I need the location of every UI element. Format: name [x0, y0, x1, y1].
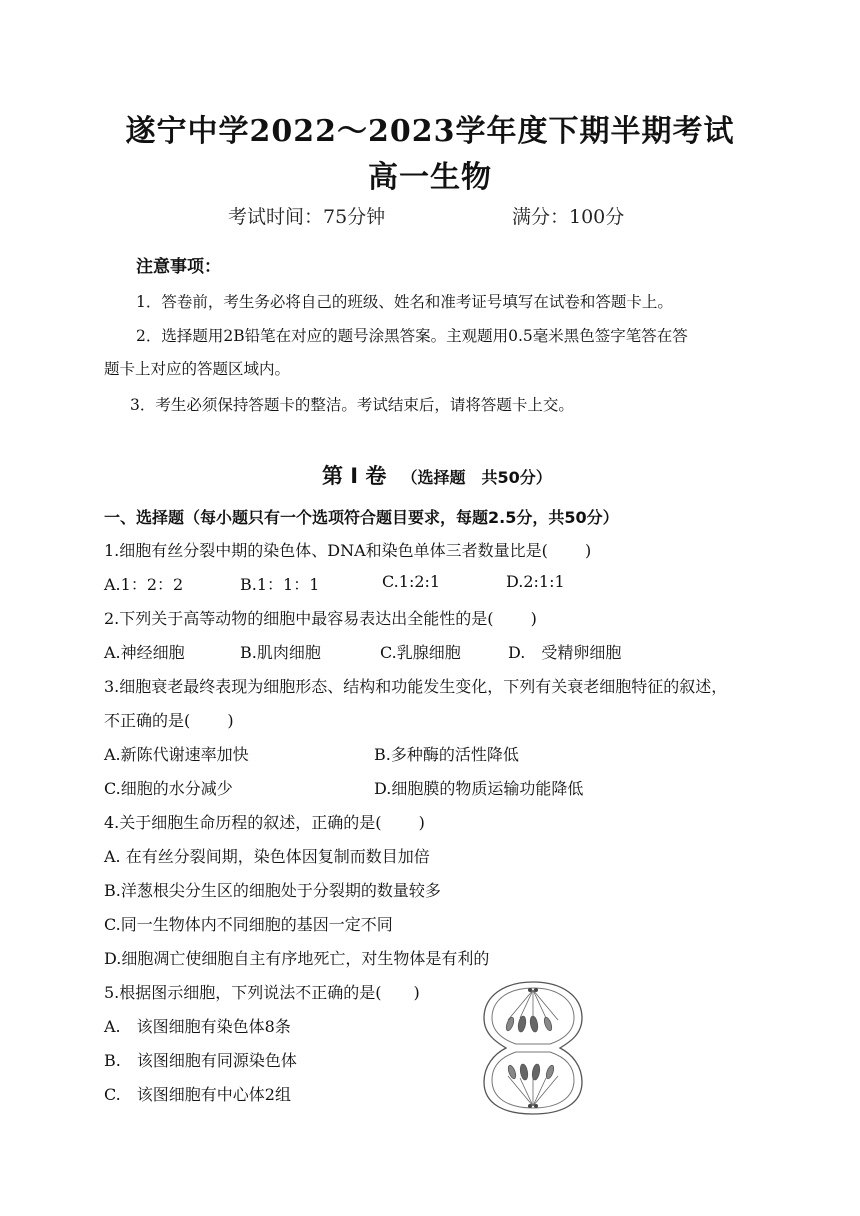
notice-item-3: 3．考生必须保持答题卡的整洁。考试结束后，请将答题卡上交。	[130, 396, 574, 414]
q2-option-a: A.神经细胞	[104, 643, 185, 662]
q4-option-c: C.同一生物体内不同细胞的基因一定不同	[104, 915, 393, 934]
exam-title: 遂宁中学2022～2023学年度下期半期考试	[125, 114, 735, 149]
q1-option-a: A.1：2：2	[104, 575, 184, 594]
q1-option-c: C.1:2:1	[382, 572, 441, 591]
question-3-stem-cont: 不正确的是( )	[104, 711, 234, 730]
q1-option-b: B.1：1：1	[240, 575, 320, 594]
section-heading: 一、选择题（每小题只有一个选项符合题目要求，每题2.5分，共50分）	[104, 508, 619, 527]
q2-option-c: C.乳腺细胞	[380, 643, 461, 662]
volume-heading	[322, 460, 552, 490]
q5-option-a: A. 该图细胞有染色体8条	[104, 1017, 291, 1036]
q4-option-b: B.洋葱根尖分生区的细胞处于分裂期的数量较多	[104, 881, 441, 900]
q3-option-b: B.多种酶的活性降低	[374, 745, 519, 764]
question-4-stem: 4.关于细胞生命历程的叙述，正确的是( )	[104, 813, 425, 832]
volume-subtitle: （选择题 共50分）	[401, 468, 552, 487]
volume-label: 第 I 卷	[322, 464, 387, 488]
notice-item-2-cont: 题卡上对应的答题区域内。	[104, 360, 291, 378]
q3-option-d: D.细胞膜的物质运输功能降低	[374, 779, 584, 798]
full-score: 满分：100分	[512, 206, 625, 228]
question-1-stem: 1.细胞有丝分裂中期的染色体、DNA和染色单体三者数量比是( )	[104, 541, 592, 560]
notice-item-2: 2．选择题用2B铅笔在对应的题号涂黑答案。主观题用0.5毫米黑色签字笔答在答	[136, 327, 688, 345]
question-5-stem: 5.根据图示细胞，下列说法不正确的是( )	[104, 983, 420, 1002]
question-2-stem: 2.下列关于高等动物的细胞中最容易表达出全能性的是( )	[104, 609, 537, 628]
q3-option-a: A.新陈代谢速率加快	[104, 745, 249, 764]
exam-time: 考试时间：75分钟	[228, 206, 386, 228]
q5-option-b: B. 该图细胞有同源染色体	[104, 1051, 297, 1070]
cell-division-figure	[478, 978, 588, 1118]
q2-option-b: B.肌肉细胞	[240, 643, 321, 662]
q3-option-c: C.细胞的水分减少	[104, 779, 233, 798]
q4-option-a: A. 在有丝分裂间期，染色体因复制而数目加倍	[104, 847, 430, 866]
q2-option-d: D. 受精卵细胞	[508, 643, 622, 662]
notice-item-1: 1．答卷前，考生务必将自己的班级、姓名和准考证号填写在试卷和答题卡上。	[136, 293, 673, 311]
question-3-stem: 3.细胞衰老最终表现为细胞形态、结构和功能发生变化，下列有关衰老细胞特征的叙述，	[104, 677, 728, 696]
notice-heading: 注意事项：	[136, 257, 221, 277]
subject-title: 高一生物	[368, 160, 492, 195]
q4-option-d: D.细胞凋亡使细胞自主有序地死亡，对生物体是有利的	[104, 949, 490, 968]
q5-option-c: C. 该图细胞有中心体2组	[104, 1085, 291, 1104]
q1-option-d: D.2:1:1	[506, 572, 565, 591]
